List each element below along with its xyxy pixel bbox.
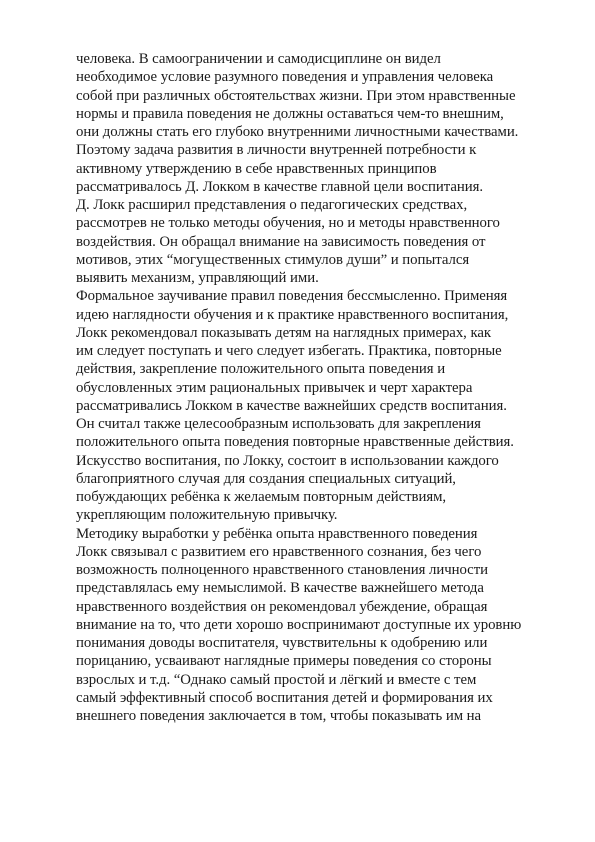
text-line: взрослых и т.д. “Однако самый простой и лёгкий и вместе с тем [76, 671, 477, 688]
text-line: положительного опыта поведения повторные нравственные действия. [76, 434, 514, 451]
text-line: человека. В самоограничении и самодисциплине он видел [76, 51, 441, 67]
text-line: понимания доводы воспитателя, чувствительны к одобрению или [76, 635, 488, 651]
text-line: выявить механизм, управляющий ими. [76, 270, 319, 286]
text-line: Локк рекомендовал показывать детям на наглядных примерах, как [76, 324, 492, 341]
text-line: рассматривались Локком в качестве важнейших средств воспитания. [76, 397, 507, 414]
text-line: Д. Локк расширил представления о педагогических средствах, [76, 197, 468, 213]
text-line: благоприятного случая для создания специальных ситуаций, [76, 470, 456, 487]
text-line: они должны стать его глубоко внутренними личностными качествами. [76, 124, 519, 140]
text-line: Формальное заучивание правил поведения бессмысленно. Применяя [76, 288, 508, 305]
body-text [76, 50, 532, 725]
text-line: Поэтому задача развития в личности внутренней потребности к [76, 142, 477, 159]
text-line: самый эффективный способ воспитания детей и формирования их [76, 689, 493, 706]
text-line: им следует поступать и чего следует избегать. Практика, повторные [76, 343, 502, 359]
text-line: Искусство воспитания, по Локку, состоит в использовании каждого [76, 452, 499, 469]
text-line: нравственного воздействия он рекомендовал убеждение, обращая [76, 598, 488, 615]
text-line: Методику выработки у ребёнка опыта нравственного поведения [76, 525, 478, 542]
text-line: идею наглядности обучения и к практике нравственного воспитания, [76, 306, 509, 323]
text-line: побуждающих ребёнка к желаемым повторным действиям, [76, 489, 447, 505]
text-line: действия, закрепление положительного опыта поведения и [76, 361, 446, 378]
text-line: внимание на то, что дети хорошо воспринимают доступные их уровню [76, 616, 522, 633]
text-line: мотивов, этих “могущественных стимулов души” и попытался [76, 251, 470, 268]
text-line: необходимое условие разумного поведения и управления человека [76, 69, 494, 86]
text-line: рассмотрев не только методы обучения, но и методы нравственного [76, 215, 500, 232]
text-line: внешнего поведения заключается в том, чтобы показывать им на [76, 708, 482, 724]
text-line: укрепляющим положительную привычку. [76, 507, 338, 524]
text-line: возможность полноценного нравственного становления личности [76, 562, 488, 578]
text-line: активному утверждению в себе нравственных принципов [76, 160, 437, 177]
text-line: Локк связывал с развитием его нравственного сознания, без чего [76, 543, 482, 560]
text-line: Он считал также целесообразным использовать для закрепления [76, 416, 481, 432]
text-line: рассматривалось Д. Локком в качестве главной цели воспитания. [76, 178, 483, 195]
text-line: нормы и правила поведения не должны оставаться чем-то внешним, [76, 105, 504, 122]
text-line: воздействия. Он обращал внимание на зависимость поведения от [76, 233, 486, 250]
text-line: представлялась ему немыслимой. В качестве важнейшего метода [76, 580, 484, 597]
text-line: собой при различных обстоятельствах жизни. При этом нравственные [76, 87, 516, 104]
text-line: порицанию, усваивают наглядные примеры поведения со стороны [76, 653, 492, 670]
text-line: обусловленных этим рациональных привычек и черт характера [76, 379, 473, 396]
